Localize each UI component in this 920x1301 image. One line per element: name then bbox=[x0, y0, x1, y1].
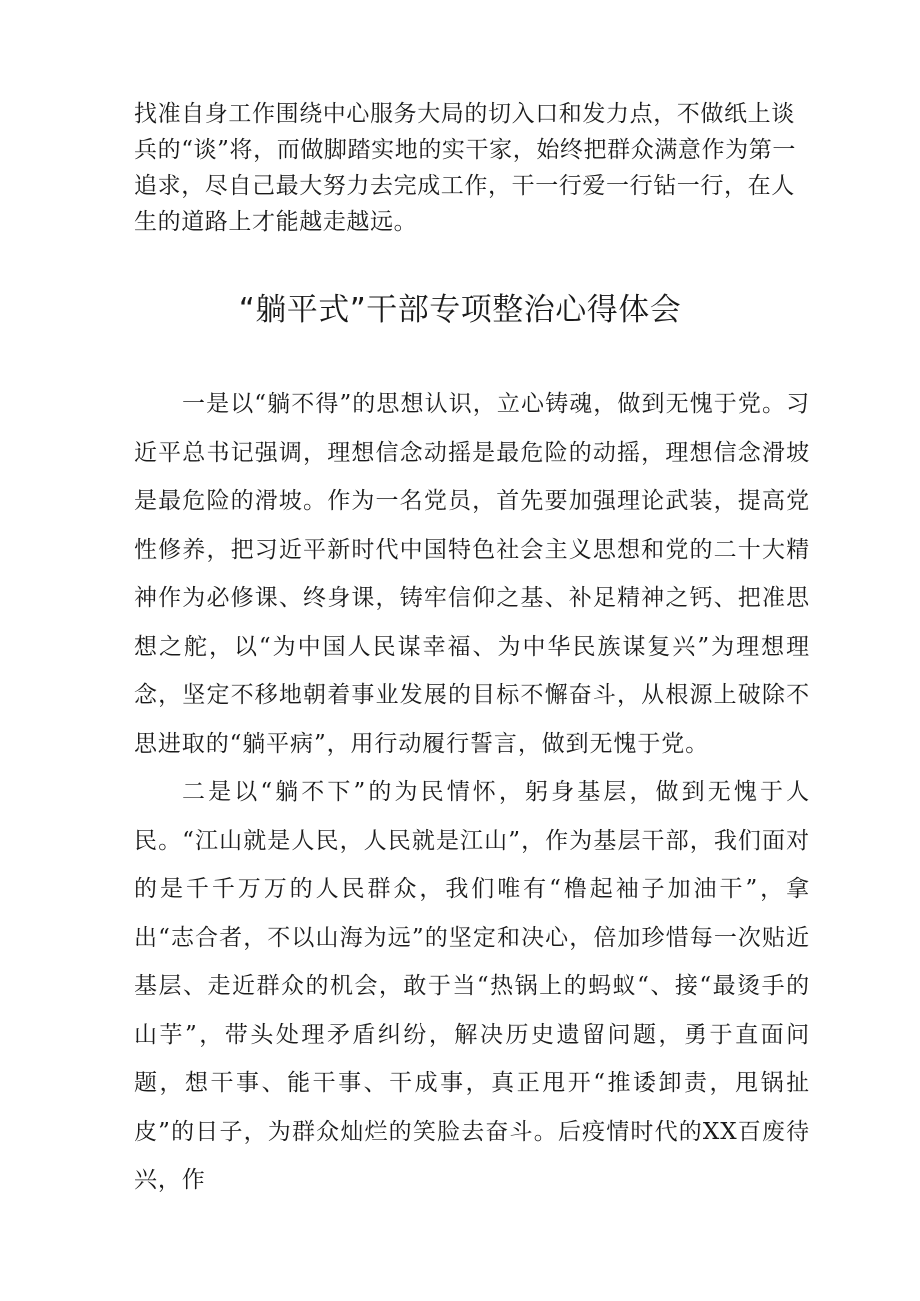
paragraph-1: 一是以“躺不得”的思想认识，立心铸魂，做到无愧于党。习近平总书记强调，理想信念动摇是最危险的动摇，理想信念滑坡是最危险的滑坡。作为一名党员，首先要加强理论武装，提高党性修养，把习近平新时代中国特色社会主义思想和党的二十大精神作为必修课、终身课，铸牢信仰之基、补足精神之钙、把准思想之舵，以“为中国人民谋幸福、为中华民族谋复兴”为理想理念，坚定不移地朝着事业发展的目标不懈奋斗，从根源上破除不思进取的“躺平病”，用行动履行誓言，做到无愧于党。 bbox=[134, 391, 810, 757]
document-body bbox=[134, 380, 810, 1205]
paragraph-2: 二是以“躺不下”的为民情怀，躬身基层，做到无愧于人民。“江山就是人民，人民就是江山”，作为基层干部，我们面对的是千千万万的人民群众，我们唯有“橹起袖子加油干”，拿出“志合者，不以山海为远”的坚定和决心，倍加珍惜每一次贴近基层、走近群众的机会，敢于当“热锅上的蚂蚁“、接“最烫手的山芋”，带头处理矛盾纠纷，解决历史遗留问题，勇于直面问题，想干事、能干事、干成事，真正甩开“推诿卸责，甩锅扯皮”的日子，为群众灿烂的笑脸去奋斗。后疫情时代的XX百废待兴，作 bbox=[134, 779, 810, 1193]
document-title: “躺平式”干部专项整治心得体会 bbox=[238, 292, 682, 328]
intro-paragraph: 找准自身工作围绕中心服务大局的切入口和发力点，不做纸上谈兵的“谈”将，而做脚踏实地的实干家，始终把群众满意作为第一追求，尽自己最大努力去完成工作，干一行爱一行钻一行，在人生的道路上才能越走越远。 bbox=[134, 101, 796, 235]
